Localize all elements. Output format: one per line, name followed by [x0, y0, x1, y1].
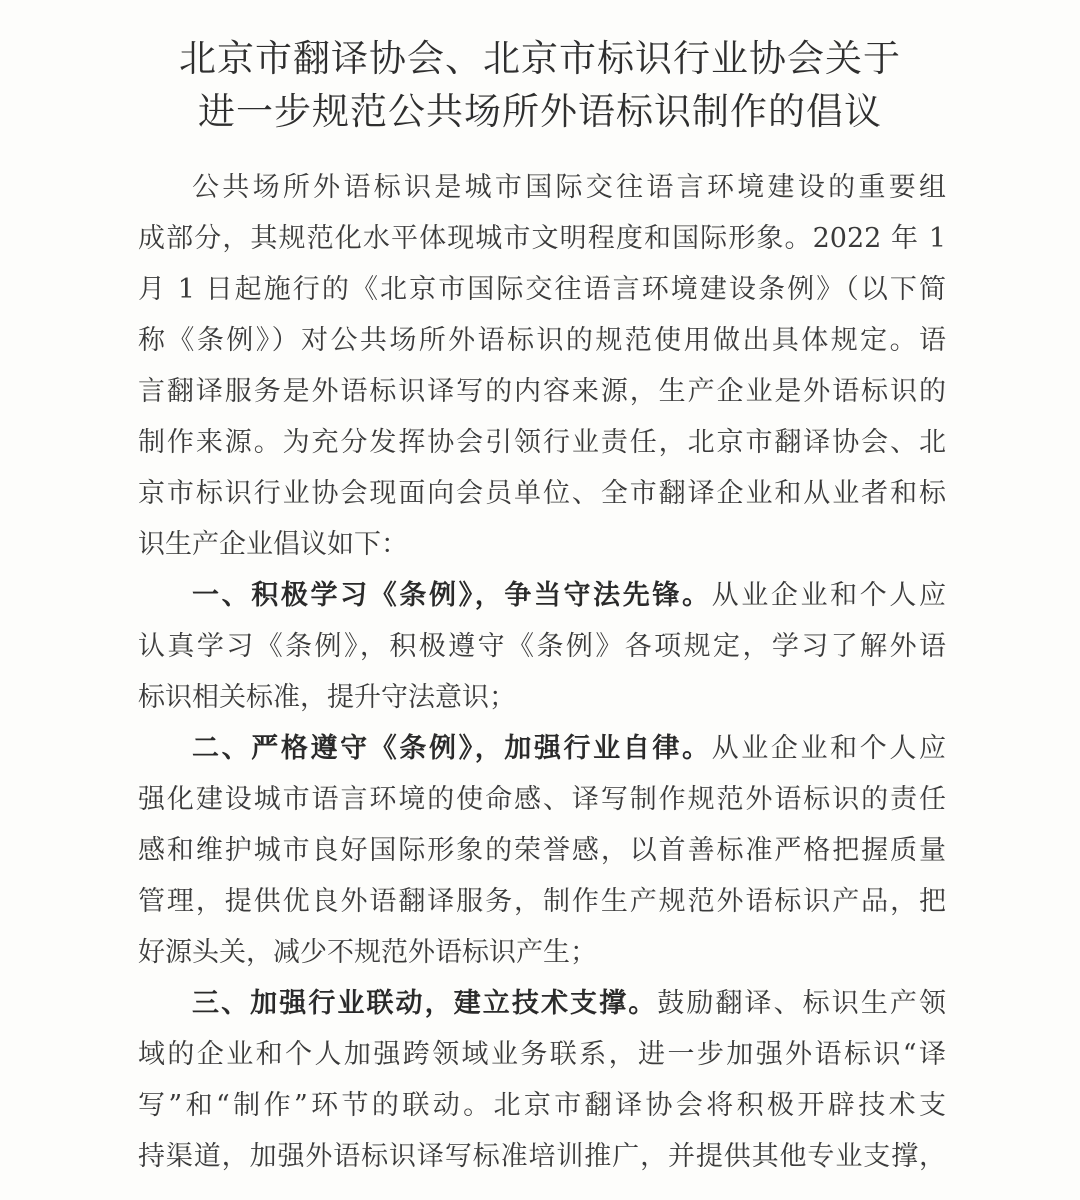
line-text: 从业企业和个人应: [711, 580, 947, 611]
section-heading-line: [192, 578, 946, 614]
section-heading: 三、加强行业联动，建立技术支撑。: [192, 988, 658, 1019]
paragraph-line: [138, 935, 946, 971]
line-text: 制作来源。为充分发挥协会引领行业责任，北京市翻译协会、北: [138, 427, 946, 458]
paragraph-line: [138, 425, 946, 461]
section-heading: 一、积极学习《条例》，争当守法先锋。: [192, 580, 712, 611]
document-title-line-1: 北京市翻译协会、北京市标识行业协会关于: [179, 37, 901, 80]
paragraph-line: [138, 782, 946, 818]
line-text: 成部分，其规范化水平体现城市文明程度和国际形象。2022 年 1: [138, 223, 946, 254]
section-heading-line: [192, 986, 946, 1022]
line-text: 称《条例》）对公共场所外语标识的规范使用做出具体规定。语: [138, 325, 946, 356]
paragraph-line: [138, 221, 946, 257]
line-text: 管理，提供优良外语翻译服务，制作生产规范外语标识产品，把: [138, 886, 946, 917]
line-text: 强化建设城市语言环境的使命感、译写制作规范外语标识的责任: [138, 784, 946, 815]
paragraph-line: [138, 374, 946, 410]
line-text: 鼓励翻译、标识生产领: [657, 988, 947, 1019]
document-title-line-2: 进一步规范公共场所外语标识制作的倡议: [198, 90, 882, 133]
line-text: 月 1 日起施行的《北京市国际交往语言环境建设条例》（以下简: [138, 274, 946, 305]
paragraph-line: [138, 680, 946, 716]
paragraph-line: [138, 884, 946, 920]
paragraph-line: [138, 272, 946, 308]
section-heading-line: [192, 731, 946, 767]
line-text: 域的企业和个人加强跨领域业务联系，进一步加强外语标识“译: [138, 1039, 946, 1070]
line-text: 持渠道，加强外语标识译写标准培训推广，并提供其他专业支撑，: [138, 1141, 946, 1172]
paragraph-line: [138, 476, 946, 512]
line-text: 感和维护城市良好国际形象的荣誉感，以首善标准严格把握质量: [138, 835, 946, 866]
line-text: 京市标识行业协会现面向会员单位、全市翻译企业和从业者和标: [138, 478, 946, 509]
paragraph-line: [138, 1139, 946, 1175]
line-text: 从业企业和个人应: [711, 733, 947, 764]
line-text: 标识相关标准，提升守法意识；: [138, 682, 516, 713]
line-text: 公共场所外语标识是城市国际交往语言环境建设的重要组: [192, 172, 946, 203]
paragraph-line: [138, 1088, 946, 1124]
line-text: 言翻译服务是外语标识译写的内容来源，生产企业是外语标识的: [138, 376, 946, 407]
line-text: 写”和“制作”环节的联动。北京市翻译协会将积极开辟技术支: [138, 1090, 946, 1121]
line-text: 认真学习《条例》，积极遵守《条例》各项规定，学习了解外语: [138, 631, 946, 662]
section-heading: 二、严格遵守《条例》，加强行业自律。: [192, 733, 712, 764]
paragraph-line: [138, 833, 946, 869]
line-text: 好源头关，减少不规范外语标识产生；: [138, 937, 597, 968]
paragraph-line: [138, 629, 946, 665]
paragraph-line: [138, 527, 946, 563]
paragraph-line: [138, 1037, 946, 1073]
paragraph-line: [192, 170, 946, 206]
paragraph-line: [138, 323, 946, 359]
line-text: 识生产企业倡议如下：: [138, 529, 408, 560]
